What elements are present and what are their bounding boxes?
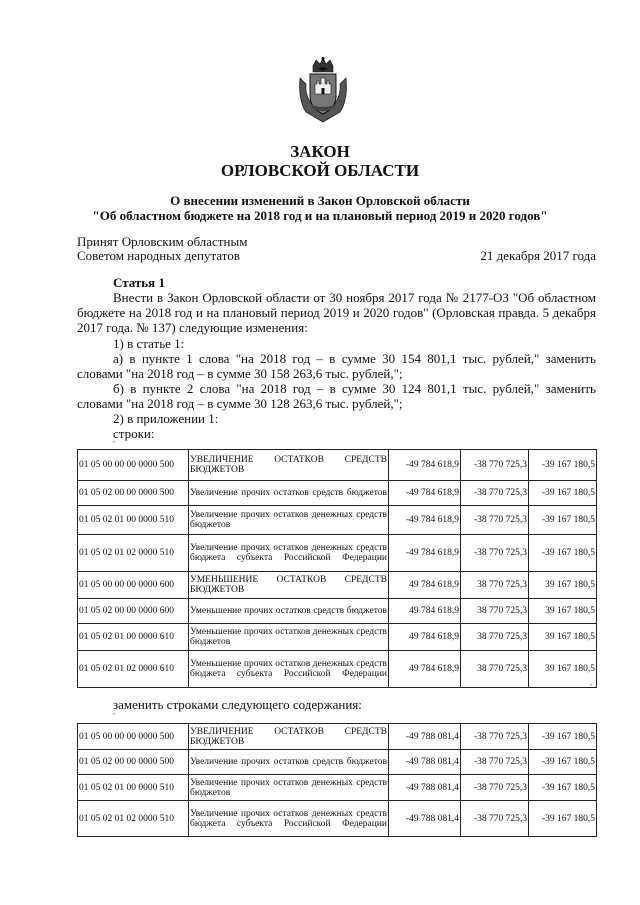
- amount-2018-cell: 49 784 618,9: [389, 624, 461, 651]
- amount-2018-cell: -49 784 618,9: [389, 481, 461, 506]
- item-b-line1: б) в пункте 2 слова "на 2018 год – в сумме 30 124 801,1 тыс. рублей," заменить: [113, 381, 596, 396]
- source-name-cell: Уменьшение прочих остатков денежных средств бюджета субъекта Российской Федерации: [189, 651, 389, 688]
- source-name-cell: Уменьшение прочих остатков средств бюджетов: [189, 599, 389, 624]
- law-region: ОРЛОВСКОЙ ОБЛАСТИ: [220, 161, 420, 180]
- table-row: [78, 651, 597, 688]
- table-row: [78, 599, 597, 624]
- law-subtitle-line1: О внесении изменений в Закон Орловской области: [170, 193, 470, 208]
- amount-2018-cell: 49 784 618,9: [389, 651, 461, 688]
- table-row: [78, 535, 597, 572]
- adoption-date: 21 декабря 2017 года: [480, 248, 596, 263]
- amount-2019-cell: -38 770 725,3: [461, 535, 529, 572]
- table-row: [78, 506, 597, 535]
- budget-code-cell: 01 05 02 01 02 0000 510: [78, 801, 189, 837]
- budget-code-cell: 01 05 02 00 00 0000 600: [78, 599, 189, 624]
- amount-2019-cell: -38 770 725,3: [461, 481, 529, 506]
- item-a-line1: а) в пункте 1 слова "на 2018 год – в сумме 30 154 801,1 тыс. рублей," заменить: [113, 351, 596, 366]
- amount-2018-cell: 49 784 618,9: [389, 572, 461, 599]
- table-row: [78, 624, 597, 651]
- amount-2019-cell: -38 770 725,3: [461, 506, 529, 535]
- article-paragraph-line1: Внести в Закон Орловской области от 30 ноября 2017 года № 2177-ОЗ "Об областном: [113, 290, 596, 305]
- adopted-by-line2: Советом народных депутатов: [77, 248, 240, 263]
- budget-code-cell: 01 05 00 00 00 0000 500: [78, 450, 189, 481]
- amount-2019-cell: -38 770 725,3: [461, 750, 529, 775]
- amount-2019-cell: 38 770 725,3: [461, 599, 529, 624]
- source-name-cell: Увеличение прочих остатков денежных средств бюджета субъекта Российской Федерации: [189, 801, 389, 837]
- amount-2019-cell: 38 770 725,3: [461, 651, 529, 688]
- budget-code-cell: 01 05 02 01 02 0000 510: [78, 535, 189, 572]
- table-row: [78, 775, 597, 801]
- item-a-line2: словами "на 2018 год – в сумме 30 158 263,6 тыс. рублей,";: [77, 366, 403, 381]
- budget-code-cell: 01 05 00 00 00 0000 500: [78, 724, 189, 750]
- amount-2018-cell: -49 784 618,9: [389, 535, 461, 572]
- budget-code-cell: 01 05 02 01 02 0000 610: [78, 651, 189, 688]
- amount-2019-cell: -38 770 725,3: [461, 801, 529, 837]
- amount-2020-cell: 39 167 180,5: [529, 624, 597, 651]
- amount-2020-cell: -39 167 180,5: [529, 750, 597, 775]
- amount-2019-cell: -38 770 725,3: [461, 450, 529, 481]
- amount-2019-cell: -38 770 725,3: [461, 724, 529, 750]
- lines-label: строки:: [113, 426, 155, 441]
- amount-2018-cell: -49 788 081,4: [389, 775, 461, 801]
- law-title: ЗАКОН: [290, 142, 350, 161]
- budget-code-cell: 01 05 02 01 00 0000 610: [78, 624, 189, 651]
- old-rows-table: [77, 449, 597, 688]
- amount-2018-cell: 49 784 618,9: [389, 599, 461, 624]
- amount-2018-cell: -49 788 081,4: [389, 750, 461, 775]
- amount-2020-cell: -39 167 180,5: [529, 535, 597, 572]
- amount-2020-cell: -39 167 180,5: [529, 801, 597, 837]
- table-row: [78, 450, 597, 481]
- amount-2018-cell: -49 784 618,9: [389, 450, 461, 481]
- amount-2018-cell: -49 784 618,9: [389, 506, 461, 535]
- amount-2019-cell: 38 770 725,3: [461, 572, 529, 599]
- amount-2020-cell: 39 167 180,5: [529, 599, 597, 624]
- replace-label: заменить строками следующего содержания:: [113, 697, 362, 712]
- amount-2020-cell: -39 167 180,5: [529, 506, 597, 535]
- new-rows-table: [77, 723, 597, 837]
- amount-2020-cell: -39 167 180,5: [529, 450, 597, 481]
- open-quote-mark-2: ": [113, 713, 116, 719]
- article-paragraph-line3: 2017 года. № 137) следующие изменения:: [77, 320, 308, 335]
- source-name-cell: Увеличение прочих остатков денежных средств бюджета субъекта Российской Федерации: [189, 535, 389, 572]
- amount-2018-cell: -49 788 081,4: [389, 801, 461, 837]
- source-name-cell: УМЕНЬШЕНИЕ ОСТАТКОВ СРЕДСТВ БЮДЖЕТОВ: [189, 572, 389, 599]
- article-heading: Статья 1: [113, 275, 165, 290]
- adopted-by-line1: Принят Орловским областным: [77, 234, 248, 249]
- source-name-cell: Увеличение прочих остатков денежных средств бюджетов: [189, 506, 389, 535]
- item-b-line2: словами "на 2018 год – в сумме 30 128 263,6 тыс. рублей,";: [77, 396, 403, 411]
- table-row: [78, 724, 597, 750]
- amount-2019-cell: 38 770 725,3: [461, 624, 529, 651]
- amount-2020-cell: -39 167 180,5: [529, 724, 597, 750]
- item-2: 2) в приложении 1:: [113, 411, 219, 426]
- open-quote-mark: ": [113, 441, 116, 447]
- budget-code-cell: 01 05 00 00 00 0000 600: [78, 572, 189, 599]
- budget-code-cell: 01 05 02 01 00 0000 510: [78, 775, 189, 801]
- source-name-cell: Увеличение прочих остатков средств бюджетов: [189, 481, 389, 506]
- table-row: [78, 750, 597, 775]
- source-name-cell: УВЕЛИЧЕНИЕ ОСТАТКОВ СРЕДСТВ БЮДЖЕТОВ: [189, 450, 389, 481]
- budget-code-cell: 01 05 02 01 00 0000 510: [78, 506, 189, 535]
- budget-code-cell: 01 05 02 00 00 0000 500: [78, 481, 189, 506]
- coat-of-arms-icon: [296, 56, 350, 126]
- source-name-cell: УВЕЛИЧЕНИЕ ОСТАТКОВ СРЕДСТВ БЮДЖЕТОВ: [189, 724, 389, 750]
- close-quote-mark: ": [590, 684, 593, 690]
- budget-code-cell: 01 05 02 00 00 0000 500: [78, 750, 189, 775]
- source-name-cell: Уменьшение прочих остатков денежных средств бюджетов: [189, 624, 389, 651]
- amount-2018-cell: -49 788 081,4: [389, 724, 461, 750]
- amount-2020-cell: 39 167 180,5: [529, 572, 597, 599]
- amount-2020-cell: -39 167 180,5: [529, 775, 597, 801]
- table-row: [78, 572, 597, 599]
- amount-2020-cell: 39 167 180,5: [529, 651, 597, 688]
- law-subtitle-line2: "Об областном бюджете на 2018 год и на плановый период 2019 и 2020 годов": [92, 208, 548, 223]
- table-row: [78, 481, 597, 506]
- item-1: 1) в статье 1:: [113, 336, 185, 351]
- table-row: [78, 801, 597, 837]
- amount-2020-cell: -39 167 180,5: [529, 481, 597, 506]
- amount-2019-cell: -38 770 725,3: [461, 775, 529, 801]
- source-name-cell: Увеличение прочих остатков денежных средств бюджетов: [189, 775, 389, 801]
- article-paragraph-line2: бюджете на 2018 год и на плановый период 2019 и 2020 годов" (Орловская правда. 5 декабря: [77, 305, 596, 320]
- source-name-cell: Увеличение прочих остатков средств бюджетов: [189, 750, 389, 775]
